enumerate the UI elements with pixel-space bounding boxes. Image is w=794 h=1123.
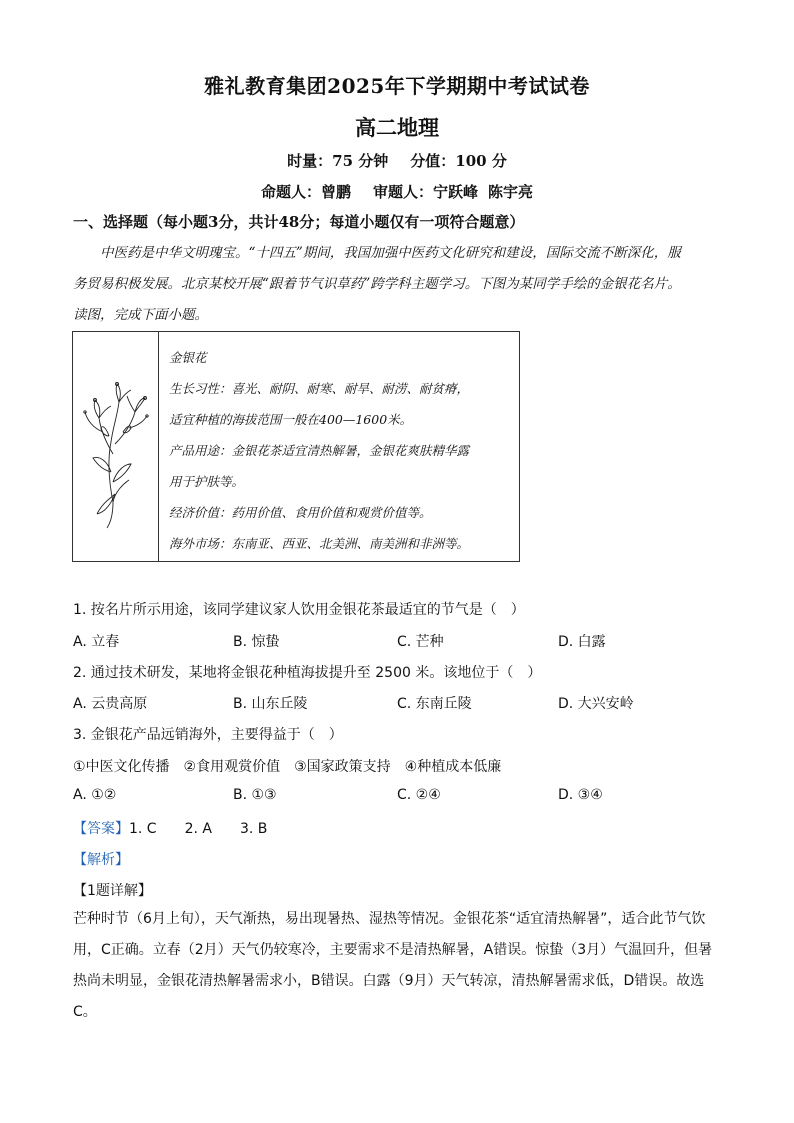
analysis-label: 【解析】 [73, 852, 129, 868]
exam-title: 雅礼教育集团2025年下学期期中考试试卷 [204, 74, 590, 98]
question-stem: 3. 金银花产品远销海外，主要得益于（ ） [73, 727, 343, 743]
option-c[interactable]: C. 芒种 [397, 634, 444, 650]
intro-line: 中医药是中华文明瑰宝。“十四五”期间，我国加强中医药文化研究和建设，国际交流不断深化，服 [100, 245, 681, 261]
detail-line: 热尚未明显，金银花清热解暑需求小，B错误。白露（9月）天气转凉，清热解暑需求低，D错误。故选 [73, 973, 705, 989]
reviewer2: 陈宇亮 [488, 183, 534, 201]
card-value: 经济价值：药用价值、食用价值和观赏价值等。 [169, 505, 432, 520]
question-statements: ①中医文化传播 ②食用观赏价值 ③国家政策支持 ④种植成本低廉 [73, 759, 502, 775]
card-altitude: 适宜种植的海拔范围一般在400—1600米。 [169, 412, 413, 427]
question-stem: 1. 按名片所示用途，该同学建议家人饮用金银花茶最适宜的节气是（ ） [73, 602, 525, 618]
card-image-cell [73, 332, 159, 561]
card-usage: 产品用途：金银花茶适宜清热解暑，金银花爽肤精华露 [169, 443, 470, 458]
detail-line: C。 [73, 1004, 97, 1020]
card-name: 金银花 [169, 350, 207, 365]
card-habit: 生长习性：喜光、耐阴、耐寒、耐旱、耐涝、耐贫瘠， [169, 381, 470, 396]
time-label: 时量：75 分钟 [287, 152, 389, 170]
analysis-detail [73, 904, 723, 1028]
answer-text: 1. C 2. A 3. B [129, 821, 268, 837]
analysis-row [73, 849, 129, 869]
option-d[interactable]: D. 大兴安岭 [558, 696, 634, 712]
card-usage: 用于护肤等。 [169, 474, 245, 489]
reviewer-label: 审题人：宁跃峰 [372, 183, 478, 201]
option-b[interactable]: B. 山东丘陵 [233, 696, 308, 712]
option-d[interactable]: D. ③④ [558, 787, 603, 803]
option-a[interactable]: A. 立春 [73, 634, 120, 650]
section-heading: 一、选择题（每小题3分，共计48分；每道小题仅有一项符合题意） [73, 213, 525, 231]
option-b[interactable]: B. 惊蛰 [233, 634, 280, 650]
exam-meta [0, 150, 794, 171]
detail-line: 芒种时节（6月上旬），天气渐热，易出现暑热、湿热等情况。金银花茶“适宜清热解暑”，适合此节气饮 [73, 911, 706, 927]
honeysuckle-card [72, 331, 520, 562]
intro-text [73, 238, 723, 331]
score-label: 分值：100 分 [410, 152, 507, 170]
option-a[interactable]: A. ①② [73, 787, 117, 803]
option-c[interactable]: C. ②④ [397, 787, 441, 803]
authors [0, 181, 794, 202]
answer-label: 【答案】 [73, 821, 129, 837]
intro-line: 读图，完成下面小题。 [73, 307, 208, 323]
author-label: 命题人：曾鹏 [260, 183, 351, 201]
question-stem: 2. 通过技术研发，某地将金银花种植海拔提升至 2500 米。该地位于（ ） [73, 665, 542, 681]
honeysuckle-drawing-icon [73, 332, 158, 561]
answer-row [73, 818, 267, 838]
detail-label: 【1题详解】 [73, 883, 152, 899]
option-d[interactable]: D. 白露 [558, 634, 606, 650]
intro-line: 务贸易积极发展。北京某校开展“跟着节气识草药”跨学科主题学习。下图为某同学手绘的金银花名片。 [73, 276, 681, 292]
subject-title: 高二地理 [355, 115, 439, 140]
card-text [169, 342, 514, 559]
option-b[interactable]: B. ①③ [233, 787, 277, 803]
option-a[interactable]: A. 云贵高原 [73, 696, 148, 712]
card-market: 海外市场：东南亚、西亚、北美洲、南美洲和非洲等。 [169, 536, 470, 551]
option-c[interactable]: C. 东南丘陵 [397, 696, 472, 712]
detail-line: 用，C正确。立春（2月）天气仍较寒冷，主要需求不是清热解暑，A错误。惊蛰（3月）气温回升，但暑 [73, 942, 713, 958]
